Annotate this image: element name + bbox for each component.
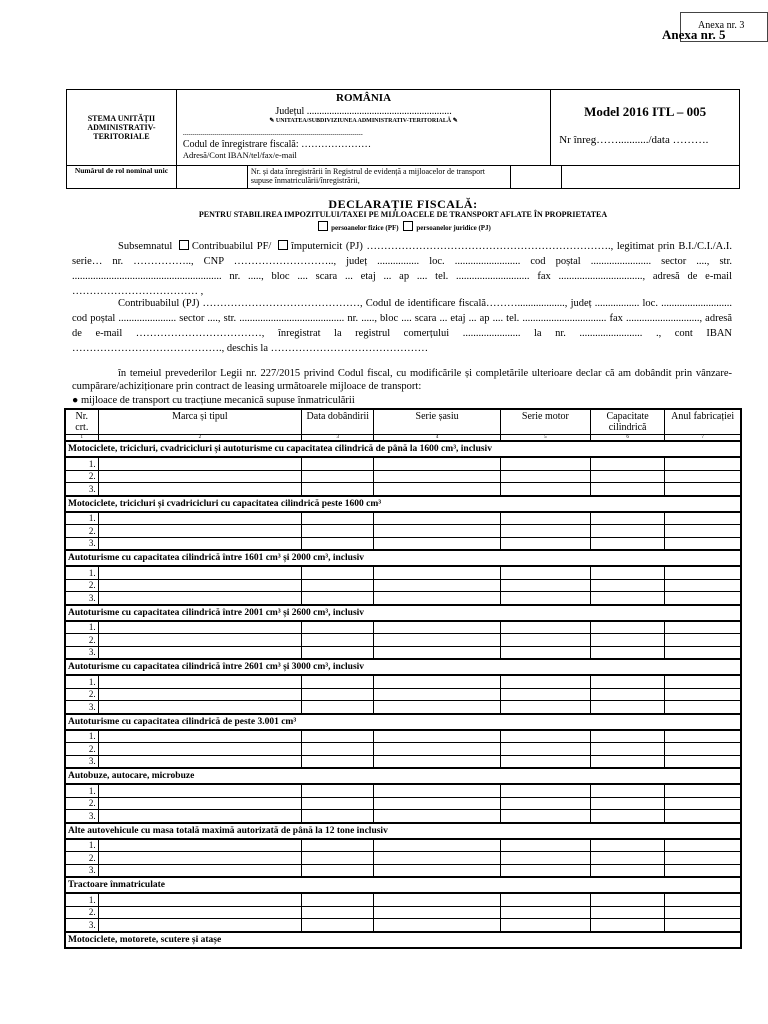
entry-cell[interactable] xyxy=(98,537,302,550)
entry-cell[interactable] xyxy=(500,566,590,579)
col-an-fabricatie: Anul fabricației xyxy=(665,409,741,435)
category-label: Tractoare înmatriculate xyxy=(65,877,741,893)
entry-cell[interactable] xyxy=(98,579,302,592)
nr-rol-input[interactable] xyxy=(177,166,248,188)
category-row xyxy=(65,877,741,893)
table-row xyxy=(65,537,741,550)
entry-cell[interactable] xyxy=(591,457,665,470)
registru-cell xyxy=(176,166,739,189)
stema-cell: STEMA UNITĂȚII ADMINISTRATIV-TERITORIALE xyxy=(67,90,177,166)
entry-cell[interactable] xyxy=(98,810,302,823)
entry-cell[interactable] xyxy=(374,675,500,688)
row-number: 1. xyxy=(65,730,98,743)
entry-cell[interactable] xyxy=(302,919,374,932)
col-number: 3 xyxy=(302,435,374,442)
category-row xyxy=(65,823,741,839)
entry-cell[interactable] xyxy=(302,675,374,688)
table-row xyxy=(65,755,741,768)
entry-cell[interactable] xyxy=(665,839,741,852)
entry-cell[interactable] xyxy=(98,457,302,470)
entry-cell[interactable] xyxy=(591,483,665,496)
entry-cell[interactable] xyxy=(591,810,665,823)
entry-cell[interactable] xyxy=(500,919,590,932)
entry-cell[interactable] xyxy=(665,810,741,823)
table-row xyxy=(65,512,741,525)
row-number: 3. xyxy=(65,646,98,659)
row-number: 3. xyxy=(65,537,98,550)
entry-cell[interactable] xyxy=(302,537,374,550)
entry-cell[interactable] xyxy=(302,592,374,605)
table-row xyxy=(65,810,741,823)
entry-cell[interactable] xyxy=(500,525,590,538)
row-number: 3. xyxy=(65,810,98,823)
entry-cell[interactable] xyxy=(591,512,665,525)
entry-cell[interactable] xyxy=(302,512,374,525)
row-number: 3. xyxy=(65,864,98,877)
entry-cell[interactable] xyxy=(665,906,741,919)
table-row xyxy=(65,566,741,579)
entry-cell[interactable] xyxy=(302,483,374,496)
entry-cell[interactable] xyxy=(591,755,665,768)
entry-cell[interactable] xyxy=(374,797,500,810)
entry-cell[interactable] xyxy=(302,457,374,470)
table-row xyxy=(65,784,741,797)
entry-cell[interactable] xyxy=(302,755,374,768)
subsemnatul-label: Subsemnatul xyxy=(118,241,173,252)
judet-field[interactable]: Județul .......................................................... xyxy=(275,106,452,117)
entry-cell[interactable] xyxy=(591,743,665,756)
category-label: Alte autovehicule cu masa totală maximă autorizată de până la 12 tone inclusiv xyxy=(65,823,741,839)
row-number: 1. xyxy=(65,675,98,688)
entry-cell[interactable] xyxy=(591,592,665,605)
entry-cell[interactable] xyxy=(591,919,665,932)
entry-cell[interactable] xyxy=(665,755,741,768)
table-row xyxy=(65,906,741,919)
entry-cell[interactable] xyxy=(374,579,500,592)
entry-cell[interactable] xyxy=(374,470,500,483)
paragraph-contribuabil-pj: Contribuabilul (PJ) ………………………………………, Codul de identificare fiscală……….................., județ ................. loc. ........................... cod poștal ...................... sector ...., str. ........................................ nr. ....., bloc .... scara ... etaj ... ap .... tel. ................................ fax ............................, adresă de e-mail ………………………………, înregistrat la registrul comerțului ...................... la nr. ........................ ., cont IBAN ……………………………………., deschis la ……………………………………… xyxy=(72,298,732,354)
entry-cell[interactable] xyxy=(500,470,590,483)
entry-cell[interactable] xyxy=(98,592,302,605)
entry-cell[interactable] xyxy=(98,906,302,919)
paragraph-temei: în temeiul prevederilor Legii nr. 227/2015 privind Codul fiscal, cu modificările și completările ulterioare declar că am dobândit prin vânzare-cumpărare/achiziționare prin contract de leasing următoarele mijloace de transport: xyxy=(72,368,732,392)
row-number: 3. xyxy=(65,701,98,714)
row-number: 1. xyxy=(65,566,98,579)
entry-cell[interactable] xyxy=(591,646,665,659)
table-row xyxy=(65,688,741,701)
entry-cell[interactable] xyxy=(665,864,741,877)
entry-cell[interactable] xyxy=(591,566,665,579)
entry-cell[interactable] xyxy=(500,810,590,823)
entry-cell[interactable] xyxy=(500,579,590,592)
row-number: 1. xyxy=(65,621,98,634)
entry-cell[interactable] xyxy=(665,730,741,743)
table-row xyxy=(65,893,741,906)
row-number: 1. xyxy=(65,784,98,797)
entry-cell[interactable] xyxy=(665,525,741,538)
entry-cell[interactable] xyxy=(302,634,374,647)
entry-cell[interactable] xyxy=(665,701,741,714)
entry-cell[interactable] xyxy=(591,852,665,865)
category-row xyxy=(65,659,741,675)
entry-cell[interactable] xyxy=(665,919,741,932)
entry-cell[interactable] xyxy=(98,675,302,688)
entry-cell[interactable] xyxy=(374,512,500,525)
entry-cell[interactable] xyxy=(374,621,500,634)
entry-cell[interactable] xyxy=(665,797,741,810)
col-number: 6 xyxy=(591,435,665,442)
entry-cell[interactable] xyxy=(98,797,302,810)
entry-cell[interactable] xyxy=(302,730,374,743)
entry-cell[interactable] xyxy=(665,646,741,659)
model-cell xyxy=(551,90,740,166)
entry-cell[interactable] xyxy=(98,470,302,483)
entry-cell[interactable] xyxy=(665,743,741,756)
entry-cell[interactable] xyxy=(665,512,741,525)
entry-cell[interactable] xyxy=(374,839,500,852)
pf-label: persoanelor fizice (PF) xyxy=(331,224,399,232)
entry-cell[interactable] xyxy=(374,810,500,823)
row-number: 1. xyxy=(65,839,98,852)
entry-cell[interactable] xyxy=(302,688,374,701)
category-row xyxy=(65,714,741,730)
entry-cell[interactable] xyxy=(374,457,500,470)
entry-cell[interactable] xyxy=(302,566,374,579)
row-number: 2. xyxy=(65,579,98,592)
taxpayer-type xyxy=(66,221,740,232)
registru-nr-input[interactable] xyxy=(511,166,562,188)
entry-cell[interactable] xyxy=(98,864,302,877)
entry-cell[interactable] xyxy=(500,701,590,714)
col-serie-motor: Serie motor xyxy=(500,409,590,435)
entry-cell[interactable] xyxy=(98,852,302,865)
entry-cell[interactable] xyxy=(374,852,500,865)
entry-cell[interactable] xyxy=(98,919,302,932)
table-row xyxy=(65,864,741,877)
imputernicit-checkbox[interactable] xyxy=(278,240,288,250)
table-row xyxy=(65,634,741,647)
entry-cell[interactable] xyxy=(302,470,374,483)
vehicle-table xyxy=(64,408,742,949)
entry-cell[interactable] xyxy=(500,906,590,919)
entry-cell[interactable] xyxy=(98,784,302,797)
entry-cell[interactable] xyxy=(302,579,374,592)
row-number: 2. xyxy=(65,470,98,483)
entry-cell[interactable] xyxy=(665,634,741,647)
entry-cell[interactable] xyxy=(98,634,302,647)
registru-data-input[interactable] xyxy=(562,166,739,188)
entry-cell[interactable] xyxy=(374,701,500,714)
entry-cell[interactable] xyxy=(500,537,590,550)
entry-cell[interactable] xyxy=(500,646,590,659)
entry-cell[interactable] xyxy=(500,675,590,688)
entry-cell[interactable] xyxy=(302,893,374,906)
category-row xyxy=(65,768,741,784)
table-row xyxy=(65,919,741,932)
table-row xyxy=(65,457,741,470)
entry-cell[interactable] xyxy=(500,634,590,647)
row-number: 1. xyxy=(65,893,98,906)
row-number: 2. xyxy=(65,743,98,756)
entry-cell[interactable] xyxy=(374,592,500,605)
adresa-field[interactable]: Adresă/Cont IBAN/tel/fax/e-mail xyxy=(182,150,297,160)
entry-cell[interactable] xyxy=(98,525,302,538)
entry-cell[interactable] xyxy=(665,688,741,701)
registru-label: Nr. și data înregistrării în Registrul de evidență a mijloacelor de transport supuse înmatriculării/înregistrării, xyxy=(248,166,511,188)
entry-cell[interactable] xyxy=(374,566,500,579)
declaration-title: DECLARAȚIE FISCALĂ: xyxy=(328,197,478,211)
entry-cell[interactable] xyxy=(302,784,374,797)
entry-cell[interactable] xyxy=(591,701,665,714)
entry-cell[interactable] xyxy=(591,688,665,701)
table-row xyxy=(65,646,741,659)
entry-cell[interactable] xyxy=(98,483,302,496)
category-label: Autoturisme cu capacitatea cilindrică între 1601 cm³ și 2000 cm³, inclusiv xyxy=(65,550,741,566)
entry-cell[interactable] xyxy=(374,906,500,919)
nr-inreg-field[interactable]: Nr înreg…….........../data ………. xyxy=(559,134,709,146)
entry-cell[interactable] xyxy=(591,730,665,743)
category-label: Motociclete, tricicluri și cvadricicluri cu capacitatea cilindrică peste 1600 cm³ xyxy=(65,496,741,512)
entry-cell[interactable] xyxy=(98,621,302,634)
entry-cell[interactable] xyxy=(500,755,590,768)
table-row xyxy=(65,730,741,743)
table-row xyxy=(65,852,741,865)
entry-cell[interactable] xyxy=(665,537,741,550)
entry-cell[interactable] xyxy=(374,646,500,659)
category-label: Motociclete, tricicluri, cvadricicluri și autoturisme cu capacitatea cilindrică de până la 1600 cm³, inclusiv xyxy=(65,441,741,457)
col-number: 4 xyxy=(374,435,500,442)
category-row xyxy=(65,932,741,948)
entry-cell[interactable] xyxy=(665,457,741,470)
entry-cell[interactable] xyxy=(500,743,590,756)
entry-cell[interactable] xyxy=(302,701,374,714)
imputernicit-text: împuternicit (PJ) ……………………………………………………………., legitimat prin B.I./C.I./A.I. serie… nr. …………….., CNP ……………………….., județ ................ loc. ......................... cod poștal ....................... sector ...., str. ......................................................... nr. ....., bloc .... scara ... etaj ... ap .... tel. ............................ fax ................................, adresă de e-mail ……………………………… , xyxy=(72,241,732,297)
paragraph-subsemnatul xyxy=(72,239,732,299)
entry-cell[interactable] xyxy=(98,730,302,743)
pj-checkbox[interactable] xyxy=(403,221,413,231)
col-data: Data dobândirii xyxy=(302,409,374,435)
table-row xyxy=(65,470,741,483)
row-number: 2. xyxy=(65,797,98,810)
entry-cell[interactable] xyxy=(591,537,665,550)
row-number: 1. xyxy=(65,457,98,470)
row-number: 2. xyxy=(65,906,98,919)
entry-cell[interactable] xyxy=(500,730,590,743)
entry-cell[interactable] xyxy=(374,755,500,768)
table-row xyxy=(65,797,741,810)
table-row xyxy=(65,621,741,634)
table-row xyxy=(65,701,741,714)
entry-cell[interactable] xyxy=(500,893,590,906)
entry-cell[interactable] xyxy=(500,483,590,496)
entry-cell[interactable] xyxy=(591,864,665,877)
entry-cell[interactable] xyxy=(591,797,665,810)
uat-note-text: UNITATEA/SUBDIVIZIUNEA ADMINISTRATIV-TERITORIALĂ xyxy=(275,118,452,124)
table-row xyxy=(65,483,741,496)
entry-cell[interactable] xyxy=(500,592,590,605)
entry-cell[interactable] xyxy=(665,893,741,906)
category-row xyxy=(65,441,741,457)
category-row xyxy=(65,605,741,621)
entry-cell[interactable] xyxy=(302,525,374,538)
entry-cell[interactable] xyxy=(374,893,500,906)
entry-cell[interactable] xyxy=(500,852,590,865)
entry-cell[interactable] xyxy=(374,483,500,496)
row-number: 3. xyxy=(65,755,98,768)
pj-label: persoanelor juridice (PJ) xyxy=(416,224,491,232)
entry-cell[interactable] xyxy=(591,525,665,538)
col-capacitate: Capacitate cilindrică xyxy=(591,409,665,435)
entry-cell[interactable] xyxy=(665,621,741,634)
entry-cell[interactable] xyxy=(591,470,665,483)
entry-cell[interactable] xyxy=(374,634,500,647)
category-row xyxy=(65,550,741,566)
annex-small-label: Anexa nr. 3 xyxy=(698,20,745,31)
entry-cell[interactable] xyxy=(500,512,590,525)
col-number: 2 xyxy=(98,435,302,442)
row-number: 1. xyxy=(65,512,98,525)
entry-cell[interactable] xyxy=(591,579,665,592)
category-label: Autoturisme cu capacitatea cilindrică între 2001 cm³ și 2600 cm³, inclusiv xyxy=(65,605,741,621)
table-row xyxy=(65,743,741,756)
entry-cell[interactable] xyxy=(98,688,302,701)
entry-cell[interactable] xyxy=(302,839,374,852)
entry-cell[interactable] xyxy=(665,579,741,592)
entry-cell[interactable] xyxy=(374,525,500,538)
entry-cell[interactable] xyxy=(98,893,302,906)
entry-cell[interactable] xyxy=(500,784,590,797)
entry-cell[interactable] xyxy=(374,730,500,743)
entry-cell[interactable] xyxy=(665,483,741,496)
table-row xyxy=(65,525,741,538)
table-row xyxy=(65,592,741,605)
section-bullet: ● mijloace de transport cu tracțiune mecanică supuse înmatriculării xyxy=(72,395,355,406)
declaration-subtitle: PENTRU STABILIREA IMPOZITULUI/TAXEI PE MIJLOACELE DE TRANSPORT AFLATE ÎN PROPRIETATEA xyxy=(198,210,608,219)
table-row xyxy=(65,579,741,592)
annex-label: Anexa nr. 5 xyxy=(662,27,726,42)
row-number: 2. xyxy=(65,688,98,701)
col-marca: Marca și tipul xyxy=(98,409,302,435)
col-nr-crt: Nr. crt. xyxy=(65,409,98,435)
entry-cell[interactable] xyxy=(591,784,665,797)
entry-cell[interactable] xyxy=(591,906,665,919)
entry-cell[interactable] xyxy=(302,906,374,919)
entry-cell[interactable] xyxy=(374,864,500,877)
row-number: 2. xyxy=(65,525,98,538)
col-serie-sasiu: Serie șasiu xyxy=(374,409,500,435)
table-row xyxy=(65,675,741,688)
vehicle-table-body xyxy=(65,441,741,948)
row-number: 3. xyxy=(65,483,98,496)
entry-cell[interactable] xyxy=(98,566,302,579)
entry-cell[interactable] xyxy=(665,675,741,688)
col-number: 5 xyxy=(500,435,590,442)
entry-cell[interactable] xyxy=(98,839,302,852)
entry-cell[interactable] xyxy=(98,743,302,756)
category-label: Autoturisme cu capacitatea cilindrică între 2601 cm³ și 3000 cm³, inclusiv xyxy=(65,659,741,675)
entry-cell[interactable] xyxy=(591,675,665,688)
entry-cell[interactable] xyxy=(500,457,590,470)
entry-cell[interactable] xyxy=(302,864,374,877)
entry-cell[interactable] xyxy=(500,621,590,634)
entry-cell[interactable] xyxy=(665,784,741,797)
entry-cell[interactable] xyxy=(302,646,374,659)
entry-cell[interactable] xyxy=(591,634,665,647)
country-label: ROMÂNIA xyxy=(336,92,392,104)
entry-cell[interactable] xyxy=(591,621,665,634)
entry-cell[interactable] xyxy=(98,755,302,768)
pf-checkbox[interactable] xyxy=(318,221,328,231)
entry-cell[interactable] xyxy=(500,688,590,701)
entry-cell[interactable] xyxy=(665,852,741,865)
row-number: 3. xyxy=(65,919,98,932)
entry-cell[interactable] xyxy=(665,592,741,605)
row-number: 2. xyxy=(65,634,98,647)
entry-cell[interactable] xyxy=(374,784,500,797)
entry-cell[interactable] xyxy=(374,537,500,550)
row-number: 3. xyxy=(65,592,98,605)
entry-cell[interactable] xyxy=(98,646,302,659)
entry-cell[interactable] xyxy=(374,688,500,701)
col-number: 7 xyxy=(665,435,741,442)
nr-rol-cell: Numărul de rol nominal unic xyxy=(67,166,177,189)
entry-cell[interactable] xyxy=(302,810,374,823)
entry-cell[interactable] xyxy=(302,621,374,634)
entry-cell[interactable] xyxy=(302,797,374,810)
model-label: Model 2016 ITL – 005 xyxy=(584,104,707,119)
uat-field[interactable]: .......................................................................................... xyxy=(182,128,363,137)
header-table xyxy=(66,89,740,189)
entry-cell[interactable] xyxy=(665,566,741,579)
contribuabil-pf-checkbox[interactable] xyxy=(179,240,189,250)
entry-cell[interactable] xyxy=(500,839,590,852)
entry-cell[interactable] xyxy=(374,919,500,932)
uat-note: ✎ UNITATEA/SUBDIVIZIUNEA ADMINISTRATIV-TERITORIALĂ ✎ xyxy=(269,118,458,124)
entry-cell[interactable] xyxy=(500,864,590,877)
category-label: Autoturisme cu capacitatea cilindrică de peste 3.001 cm³ xyxy=(65,714,741,730)
contribuabil-pf-label: Contribuabilul PF/ xyxy=(191,241,272,252)
entry-cell[interactable] xyxy=(374,743,500,756)
table-row xyxy=(65,839,741,852)
category-row xyxy=(65,496,741,512)
row-number: 2. xyxy=(65,852,98,865)
entry-cell[interactable] xyxy=(500,797,590,810)
category-label: Motociclete, motorete, scutere și atașe xyxy=(65,932,741,948)
entry-cell[interactable] xyxy=(591,839,665,852)
entry-cell[interactable] xyxy=(665,470,741,483)
entry-cell[interactable] xyxy=(98,512,302,525)
category-label: Autobuze, autocare, microbuze xyxy=(65,768,741,784)
institution-cell xyxy=(176,90,550,166)
entry-cell[interactable] xyxy=(591,893,665,906)
entry-cell[interactable] xyxy=(302,743,374,756)
cod-fiscal-field[interactable]: Codul de înregistrare fiscală: ………………… xyxy=(182,139,372,150)
entry-cell[interactable] xyxy=(98,701,302,714)
col-number: 1 xyxy=(65,435,98,442)
entry-cell[interactable] xyxy=(302,852,374,865)
